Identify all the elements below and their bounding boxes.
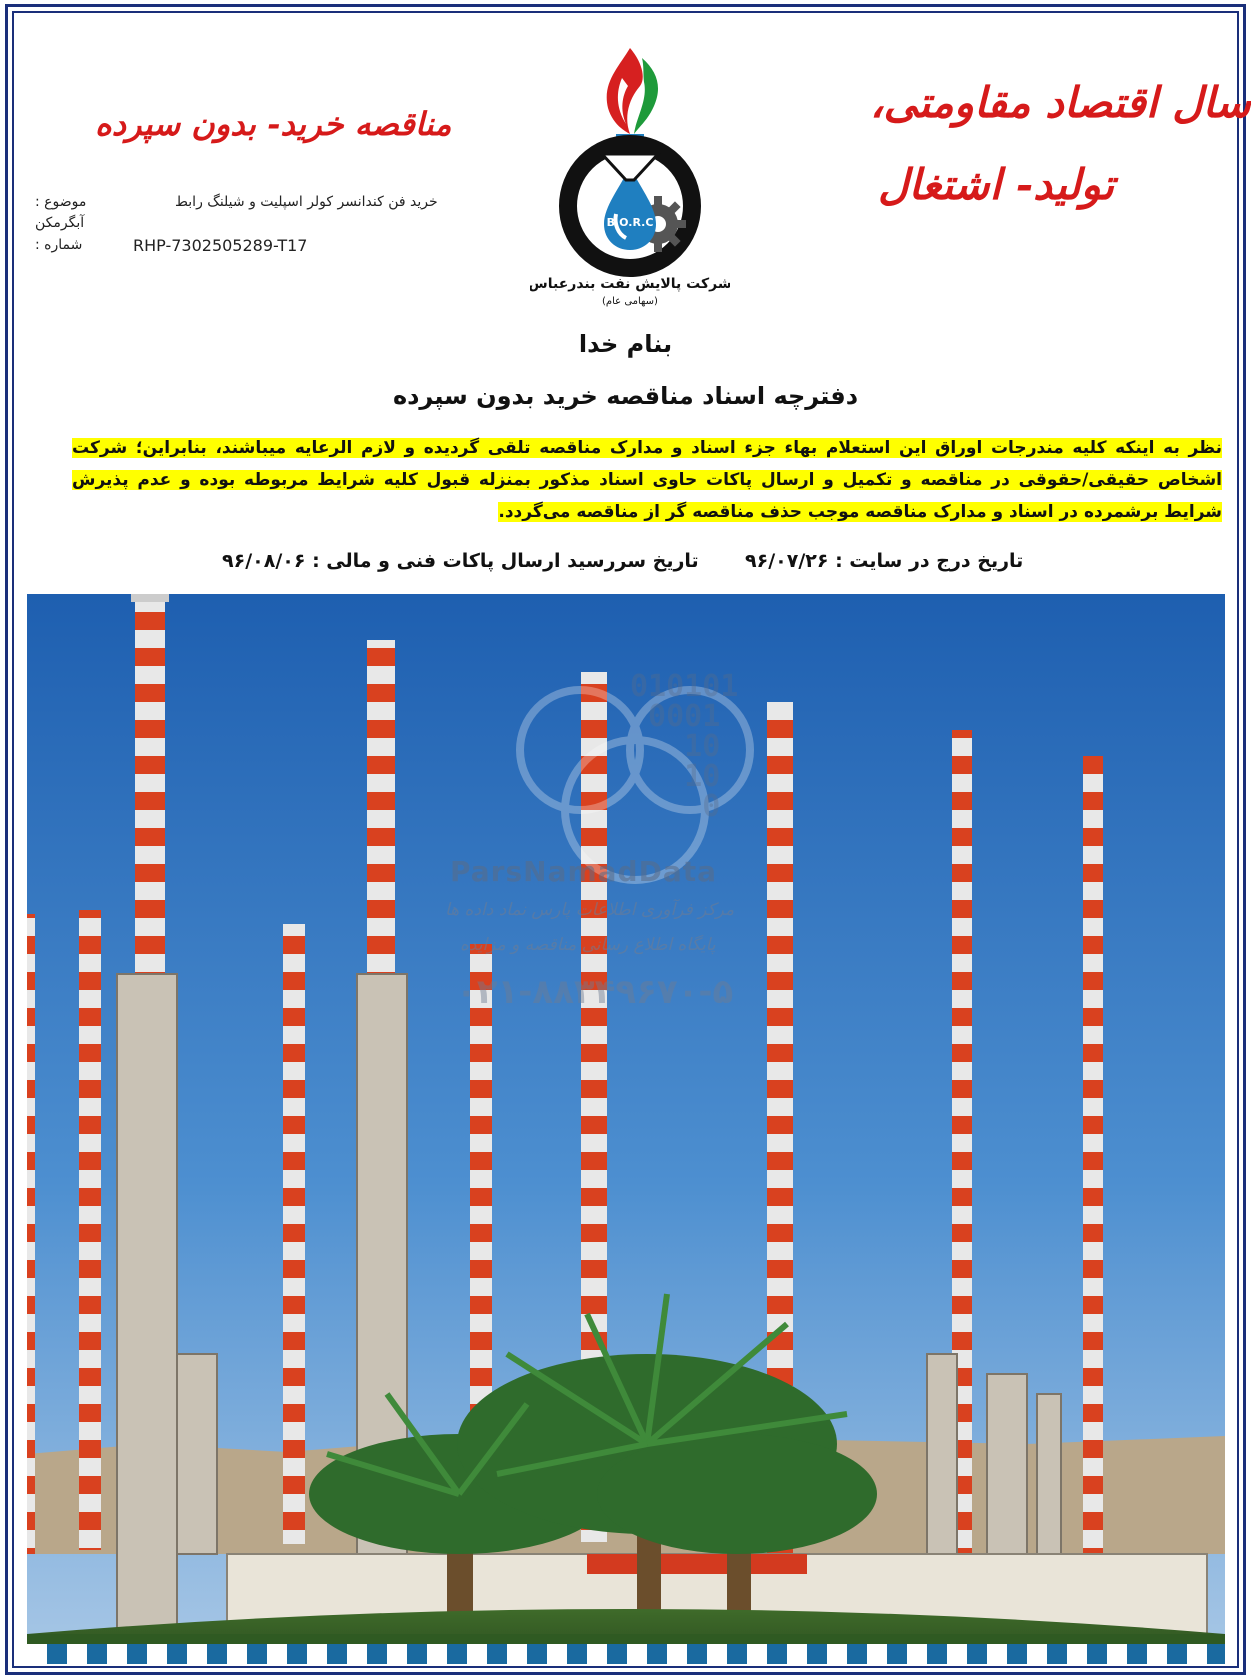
refinery-photo [27, 594, 1225, 1664]
company-logo [530, 38, 730, 308]
watermark-brand: ParsNamadData [450, 855, 717, 888]
year-slogan-line-2: تولید- اشتغال [878, 160, 1115, 209]
watermark-binary: 010101 0001 10 10 0 [630, 669, 739, 824]
logo-company-type: (سهامی عام) [602, 296, 658, 307]
watermark-phone: ۰۲۱-۸۸۳۴۹۶۷۰-۵ [456, 972, 734, 1012]
subject-label: موضوع : [35, 194, 87, 210]
posted-date: تاریخ درج در سایت : ۹۶/۰۷/۲۶ [745, 550, 1024, 572]
subject-value-continued: آبگرمکن [35, 215, 85, 231]
notice-text: نظر به اینکه کلیه مندرجات اوراق این استعلام بهاء جزء اسناد و مدارک مناقصه تلقی گردیده و لازم الرعایه میباشند، بنابراین؛ شرکت اشخاص حقیقی/حقوقی در مناقصه و تکمیل و ارسال پاکات حاوی اسناد مذکور بمنزله قبول کلیه شرایط مربوطه بوده و عدم پذیرش شرایط برشمرده در اسناد و مدارک مناقصه موجب حذف مناقصه گر از مناقصه می‌گردد. [72, 438, 1222, 522]
doc-heading-title: دفترچه اسناد مناقصه خرید بدون سپرده [392, 382, 859, 410]
doc-heading-bismillah: بنام خدا [578, 330, 673, 358]
number-label: شماره : [35, 237, 83, 253]
logo-company-name: شرکت پالایش نفت بندرعباس [530, 276, 730, 292]
tender-type-heading: مناقصه خرید- بدون سپرده [95, 105, 452, 143]
subject-value: خرید فن کندانسر کولر اسپلیت و شیلنگ رابط [175, 194, 438, 210]
logo-initials: B.O.R.C [606, 216, 654, 229]
watermark-line-2: پایگاه اطلاع رسانی مناقصه و مزایده [460, 935, 716, 955]
watermark-line-1: مرکز فرآوری اطلاعات پارس نماد داده ها [445, 900, 735, 920]
notice-paragraph [72, 432, 1222, 528]
submission-deadline: تاریخ سررسید ارسال پاکات فنی و مالی : ۹۶/۰۸/۰۶ [222, 550, 699, 572]
tender-number: RHP-7302505289-T17 [133, 236, 308, 255]
year-slogan-line-1: سال اقتصاد مقاومتی، [870, 78, 1251, 127]
